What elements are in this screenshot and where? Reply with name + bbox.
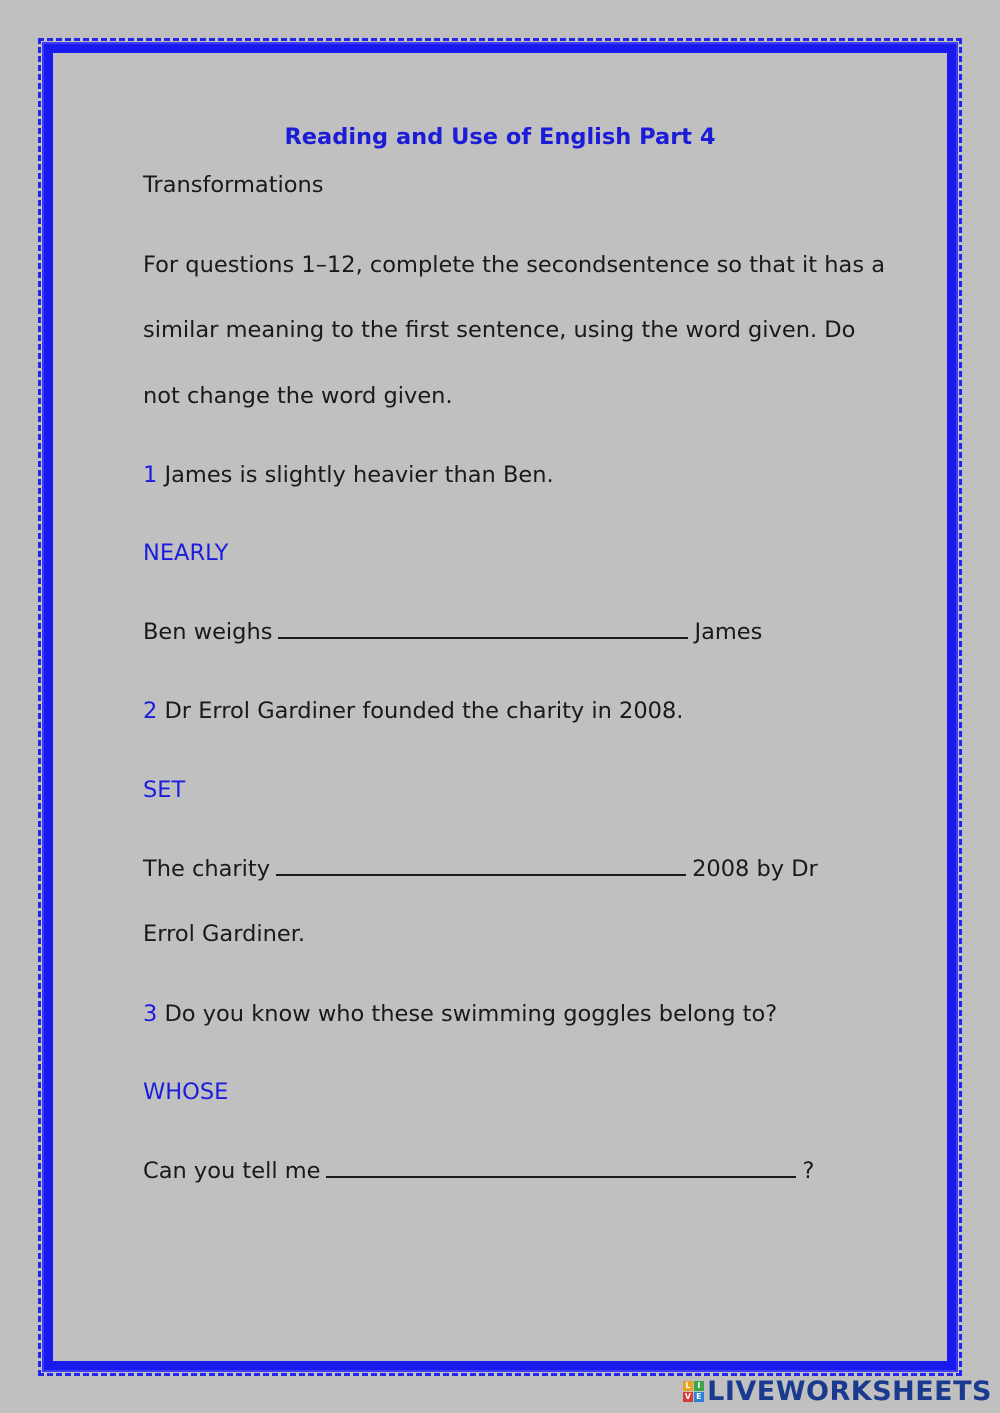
question-2-prompt <box>143 700 683 723</box>
brand-name: LIVEWORKSHEETS <box>707 1376 992 1407</box>
instruction-line-1: For questions 1–12, complete the secondsentence so that it has a <box>143 252 885 278</box>
liveworksheets-brand <box>683 1376 992 1407</box>
question-1-number: 1 <box>143 462 158 488</box>
logo-tile-4: E <box>694 1392 704 1402</box>
worksheet-subtitle: Transformations <box>143 172 324 198</box>
question-2-keyword: SET <box>143 777 186 803</box>
question-2-sentence: Dr Errol Gardiner founded the charity in 2008. <box>164 698 684 724</box>
logo-tile-3: V <box>684 1392 692 1401</box>
question-2-blank[interactable] <box>276 870 686 876</box>
question-3-blank[interactable] <box>326 1172 796 1178</box>
question-3-answer-line <box>143 1160 814 1183</box>
question-1-keyword: NEARLY <box>143 540 229 566</box>
question-1-blank[interactable] <box>278 633 688 639</box>
question-1-after: James <box>694 619 763 645</box>
logo-tile-2: I <box>694 1381 704 1391</box>
question-3-keyword: WHOSE <box>143 1079 229 1105</box>
question-2-after: 2008 by Dr <box>692 856 818 882</box>
question-1-answer-line <box>143 621 762 644</box>
question-3-after: ? <box>802 1158 815 1184</box>
question-3-sentence: Do you know who these swimming goggles belong to? <box>164 1001 778 1027</box>
question-2-before: The charity <box>143 856 271 882</box>
worksheet-title: Reading and Use of English Part 4 <box>284 124 716 150</box>
question-1-prompt <box>143 464 554 487</box>
liveworksheets-logo-icon <box>683 1381 704 1402</box>
question-2-number: 2 <box>143 698 158 724</box>
instruction-line-3: not change the word given. <box>143 383 453 409</box>
question-3-number: 3 <box>143 1001 158 1027</box>
question-2-answer-line <box>143 858 818 881</box>
question-1-sentence: James is slightly heavier than Ben. <box>164 462 554 488</box>
question-2-continuation: Errol Gardiner. <box>143 921 306 947</box>
logo-tile-1: L <box>683 1381 693 1391</box>
instruction-line-2: similar meaning to the first sentence, using the word given. Do <box>143 317 856 343</box>
question-3-before: Can you tell me <box>143 1158 321 1184</box>
question-1-before: Ben weighs <box>143 619 273 645</box>
question-3-prompt <box>143 1003 777 1026</box>
